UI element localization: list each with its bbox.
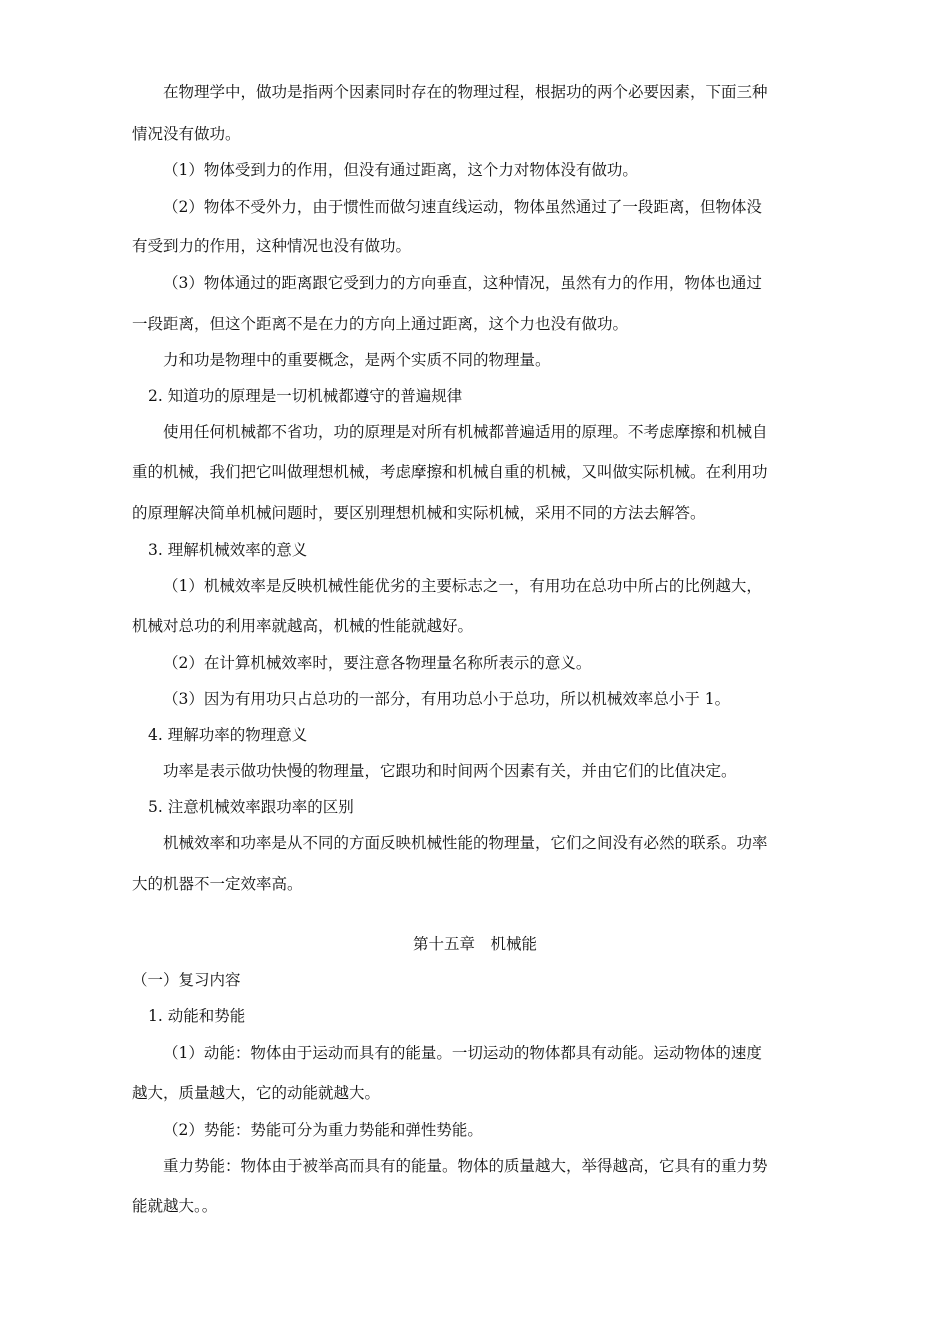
section-heading: 2. 知道功的原理是一切机械都遵守的普遍规律 [148,387,463,405]
paragraph-line: （1）物体受到力的作用，但没有通过距离，这个力对物体没有做功。 [163,161,638,179]
paragraph-line: 越大，质量越大，它的动能就越大。 [132,1084,381,1102]
paragraph-line: 大的机器不一定效率高。 [132,875,303,893]
paragraph-line: （3）因为有用功只占总功的一部分，有用功总小于总功，所以机械效率总小于 1。 [163,690,731,708]
section-heading: 5. 注意机械效率跟功率的区别 [148,798,354,816]
paragraph-line: 功率是表示做功快慢的物理量，它跟功和时间两个因素有关，并由它们的比值决定。 [163,762,737,780]
section-heading: （一）复习内容 [132,971,241,989]
paragraph-line: 重力势能：物体由于被举高而具有的能量。物体的质量越大，举得越高，它具有的重力势 [163,1157,768,1175]
paragraph-line: 一段距离，但这个距离不是在力的方向上通过距离，这个力也没有做功。 [132,315,629,333]
paragraph-line: （2）物体不受外力，由于惯性而做匀速直线运动，物体虽然通过了一段距离，但物体没 [163,198,762,216]
paragraph-line: （1）机械效率是反映机械性能优劣的主要标志之一，有用功在总功中所占的比例越大， [163,577,762,595]
paragraph-line: （1）动能：物体由于运动而具有的能量。一切运动的物体都具有动能。运动物体的速度 [163,1044,762,1062]
paragraph-line: 的原理解决简单机械问题时，要区别理想机械和实际机械，采用不同的方法去解答。 [132,504,706,522]
paragraph-line: 重的机械，我们把它叫做理想机械，考虑摩擦和机械自重的机械，又叫做实际机械。在利用功 [132,463,768,481]
paragraph-line: 有受到力的作用，这种情况也没有做功。 [132,237,412,255]
section-heading: 3. 理解机械效率的意义 [148,541,308,559]
chapter-title: 第十五章 机械能 [412,935,537,953]
section-heading: 1. 动能和势能 [148,1007,246,1025]
paragraph-line: 情况没有做功。 [132,125,241,143]
paragraph-line: 能就越大。。 [132,1197,218,1215]
section-heading: 4. 理解功率的物理意义 [148,726,308,744]
paragraph-line: 力和功是物理中的重要概念，是两个实质不同的物理量。 [163,351,551,369]
paragraph-line: 机械对总功的利用率就越高，机械的性能就越好。 [132,617,474,635]
paragraph-line: 在物理学中，做功是指两个因素同时存在的物理过程，根据功的两个必要因素，下面三种 [163,83,768,101]
paragraph-line: 使用任何机械都不省功，功的原理是对所有机械都普遍适用的原理。不考虑摩擦和机械自 [163,423,768,441]
paragraph-line: （2）在计算机械效率时，要注意各物理量名称所表示的意义。 [163,654,592,672]
paragraph-line: （3）物体通过的距离跟它受到力的方向垂直，这种情况，虽然有力的作用，物体也通过 [163,274,762,292]
paragraph-line: 机械效率和功率是从不同的方面反映机械性能的物理量，它们之间没有必然的联系。功率 [163,834,768,852]
paragraph-line: （2）势能：势能可分为重力势能和弹性势能。 [163,1121,483,1139]
